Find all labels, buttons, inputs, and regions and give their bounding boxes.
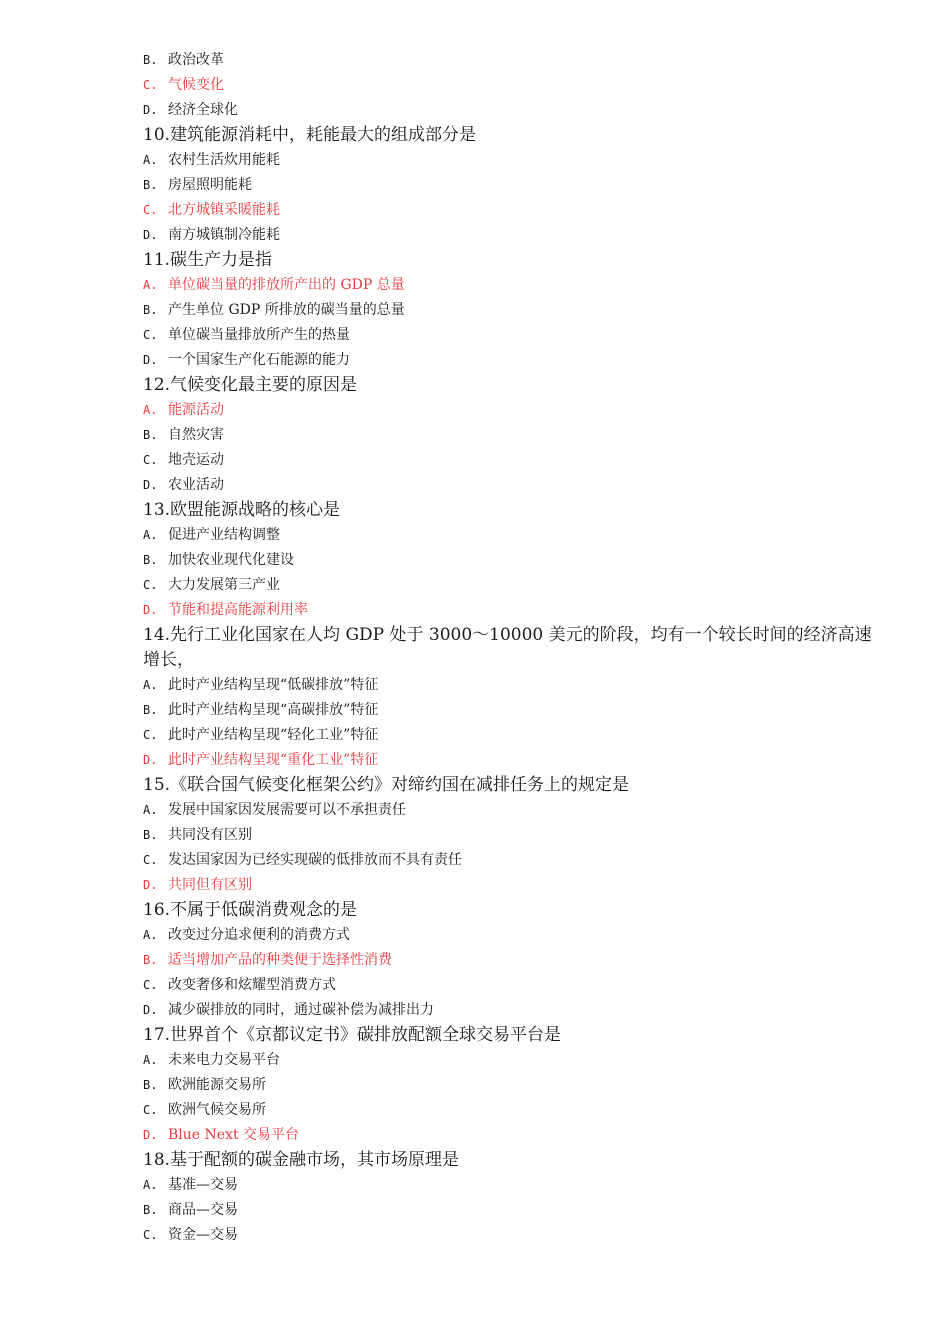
- option-letter: C.: [143, 453, 158, 467]
- question-stem: [143, 1023, 878, 1048]
- answer-option-correct: [143, 398, 950, 423]
- question-number: 12.: [143, 375, 171, 395]
- option-text: 改变过分追求便利的消费方式: [168, 927, 350, 943]
- option-letter: C.: [143, 853, 158, 867]
- answer-option: [143, 1048, 950, 1073]
- option-letter: D.: [143, 1128, 158, 1142]
- option-text: 单位碳当量的排放所产出的 GDP 总量: [168, 277, 405, 293]
- option-text: 南方城镇制冷能耗: [168, 227, 280, 243]
- option-letter: A.: [143, 153, 158, 167]
- option-text: 加快农业现代化建设: [168, 552, 294, 568]
- option-text: 发展中国家因发展需要可以不承担责任: [168, 802, 406, 818]
- option-text: 北方城镇采暖能耗: [168, 202, 280, 218]
- answer-option: [143, 848, 950, 873]
- option-text: 资金—交易: [168, 1227, 238, 1243]
- question-text: 碳生产力是指: [170, 250, 273, 270]
- option-letter: D.: [143, 753, 158, 767]
- option-letter: A.: [143, 278, 158, 292]
- answer-option: [143, 548, 950, 573]
- answer-option: [143, 423, 950, 448]
- answer-option: [143, 1198, 950, 1223]
- answer-option: [143, 973, 950, 998]
- exam-page: [0, 48, 950, 1248]
- answer-option: [143, 573, 950, 598]
- answer-option-correct: [143, 273, 950, 298]
- option-text: 共同但有区别: [168, 877, 252, 893]
- option-text: 节能和提高能源利用率: [168, 602, 308, 618]
- option-text: 此时产业结构呈现“轻化工业”特征: [168, 727, 379, 743]
- question-block: [0, 1148, 950, 1248]
- option-letter: D.: [143, 103, 158, 117]
- option-text: 适当增加产品的种类便于选择性消费: [168, 952, 392, 968]
- question-number: 17.: [143, 1025, 171, 1045]
- option-letter: D.: [143, 603, 158, 617]
- option-text: 此时产业结构呈现“低碳排放”特征: [168, 677, 379, 693]
- answer-option-correct: [143, 748, 950, 773]
- option-text: 大力发展第三产业: [168, 577, 280, 593]
- option-letter: B.: [143, 303, 158, 317]
- question-text: 气候变化最主要的原因是: [170, 375, 358, 395]
- question-number: 13.: [143, 500, 171, 520]
- question-stem: [143, 1148, 878, 1173]
- answer-option-correct: [143, 948, 950, 973]
- answer-option: [143, 798, 950, 823]
- option-text: 商品—交易: [168, 1202, 238, 1218]
- answer-option: [143, 1073, 950, 1098]
- option-text: 共同没有区别: [168, 827, 252, 843]
- option-letter: B.: [143, 53, 158, 67]
- option-text: 自然灾害: [168, 427, 224, 443]
- option-text: 减少碳排放的同时，通过碳补偿为减排出力: [168, 1002, 434, 1018]
- question-stem: [143, 248, 878, 273]
- option-text: 农业活动: [168, 477, 224, 493]
- answer-option: [143, 1223, 950, 1248]
- option-text: 房屋照明能耗: [168, 177, 252, 193]
- question-block: [0, 773, 950, 898]
- question-stem: [143, 123, 878, 148]
- question-text: 不属于低碳消费观念的是: [170, 900, 358, 920]
- option-letter: D.: [143, 228, 158, 242]
- answer-option-correct: [143, 598, 950, 623]
- answer-option: [143, 1173, 950, 1198]
- question-block: [0, 498, 950, 623]
- question-block: [0, 623, 950, 773]
- answer-option: [143, 523, 950, 548]
- option-text: 经济全球化: [168, 102, 238, 118]
- question-stem: [143, 623, 878, 673]
- question-number: 10.: [143, 125, 171, 145]
- answer-option: [143, 148, 950, 173]
- option-letter: C.: [143, 1228, 158, 1242]
- option-letter: C.: [143, 78, 158, 92]
- question-text: 欧盟能源战略的核心是: [170, 500, 341, 520]
- answer-option: [143, 98, 950, 123]
- answer-option-correct: [143, 1123, 950, 1148]
- option-letter: D.: [143, 878, 158, 892]
- option-letter: A.: [143, 928, 158, 942]
- answer-option: [143, 723, 950, 748]
- question-text: 基于配额的碳金融市场，其市场原理是: [170, 1150, 460, 1170]
- question-text: 世界首个《京都议定书》碳排放配额全球交易平台是: [170, 1025, 562, 1045]
- question-block: [0, 1023, 950, 1148]
- option-text: 欧洲能源交易所: [168, 1077, 266, 1093]
- question-number: 11.: [143, 250, 171, 270]
- option-text: 基准—交易: [168, 1177, 238, 1193]
- question-stem: [143, 773, 878, 798]
- option-letter: C.: [143, 978, 158, 992]
- option-letter: C.: [143, 1103, 158, 1117]
- option-letter: B.: [143, 828, 158, 842]
- option-text: 此时产业结构呈现“重化工业”特征: [168, 752, 379, 768]
- option-letter: D.: [143, 353, 158, 367]
- option-letter: A.: [143, 678, 158, 692]
- option-text: 农村生活炊用能耗: [168, 152, 280, 168]
- question-block: [0, 123, 950, 248]
- answer-option: [143, 448, 950, 473]
- option-letter: A.: [143, 1178, 158, 1192]
- answer-option: [143, 698, 950, 723]
- answer-option: [143, 173, 950, 198]
- question-block: [0, 248, 950, 373]
- option-letter: B.: [143, 953, 158, 967]
- answer-option: [143, 673, 950, 698]
- question-text: 建筑能源消耗中，耗能最大的组成部分是: [170, 125, 477, 145]
- option-text: 促进产业结构调整: [168, 527, 280, 543]
- option-letter: B.: [143, 703, 158, 717]
- question-number: 15.: [143, 775, 171, 795]
- question-number: 18.: [143, 1150, 171, 1170]
- answer-option: [143, 48, 950, 73]
- option-text: 单位碳当量排放所产生的热量: [168, 327, 350, 343]
- option-letter: C.: [143, 578, 158, 592]
- answer-option: [143, 323, 950, 348]
- option-letter: A.: [143, 403, 158, 417]
- option-letter: C.: [143, 728, 158, 742]
- question-stem: [143, 898, 878, 923]
- question-block: [0, 48, 950, 123]
- option-text: 政治改革: [168, 52, 224, 68]
- option-letter: C.: [143, 328, 158, 342]
- option-text: 产生单位 GDP 所排放的碳当量的总量: [168, 302, 405, 318]
- option-letter: D.: [143, 1003, 158, 1017]
- option-letter: A.: [143, 528, 158, 542]
- option-letter: B.: [143, 428, 158, 442]
- option-text: 能源活动: [168, 402, 224, 418]
- option-text: 一个国家生产化石能源的能力: [168, 352, 350, 368]
- answer-option: [143, 998, 950, 1023]
- option-letter: B.: [143, 1203, 158, 1217]
- option-letter: B.: [143, 553, 158, 567]
- answer-option: [143, 298, 950, 323]
- option-text: 气候变化: [168, 77, 224, 93]
- answer-option-correct: [143, 73, 950, 98]
- option-letter: A.: [143, 1053, 158, 1067]
- option-letter: A.: [143, 803, 158, 817]
- option-text: Blue Next 交易平台: [168, 1127, 300, 1143]
- option-text: 未来电力交易平台: [168, 1052, 280, 1068]
- question-stem: [143, 498, 878, 523]
- question-number: 14.: [143, 625, 171, 645]
- answer-option: [143, 223, 950, 248]
- question-block: [0, 898, 950, 1023]
- option-letter: B.: [143, 178, 158, 192]
- answer-option: [143, 1098, 950, 1123]
- option-text: 此时产业结构呈现“高碳排放”特征: [168, 702, 379, 718]
- option-text: 欧洲气候交易所: [168, 1102, 266, 1118]
- question-text: 先行工业化国家在人均 GDP 处于 3000～10000 美元的阶段，均有一个较长时间的经济高速增长，: [143, 625, 872, 670]
- option-text: 改变奢侈和炫耀型消费方式: [168, 977, 336, 993]
- question-block: [0, 373, 950, 498]
- option-letter: D.: [143, 478, 158, 492]
- answer-option-correct: [143, 198, 950, 223]
- question-stem: [143, 373, 878, 398]
- answer-option: [143, 823, 950, 848]
- option-letter: B.: [143, 1078, 158, 1092]
- question-number: 16.: [143, 900, 171, 920]
- answer-option-correct: [143, 873, 950, 898]
- answer-option: [143, 473, 950, 498]
- option-letter: C.: [143, 203, 158, 217]
- option-text: 地壳运动: [168, 452, 224, 468]
- question-text: 《联合国气候变化框架公约》对缔约国在减排任务上的规定是: [170, 775, 630, 795]
- answer-option: [143, 923, 950, 948]
- answer-option: [143, 348, 950, 373]
- option-text: 发达国家因为已经实现碳的低排放而不具有责任: [168, 852, 462, 868]
